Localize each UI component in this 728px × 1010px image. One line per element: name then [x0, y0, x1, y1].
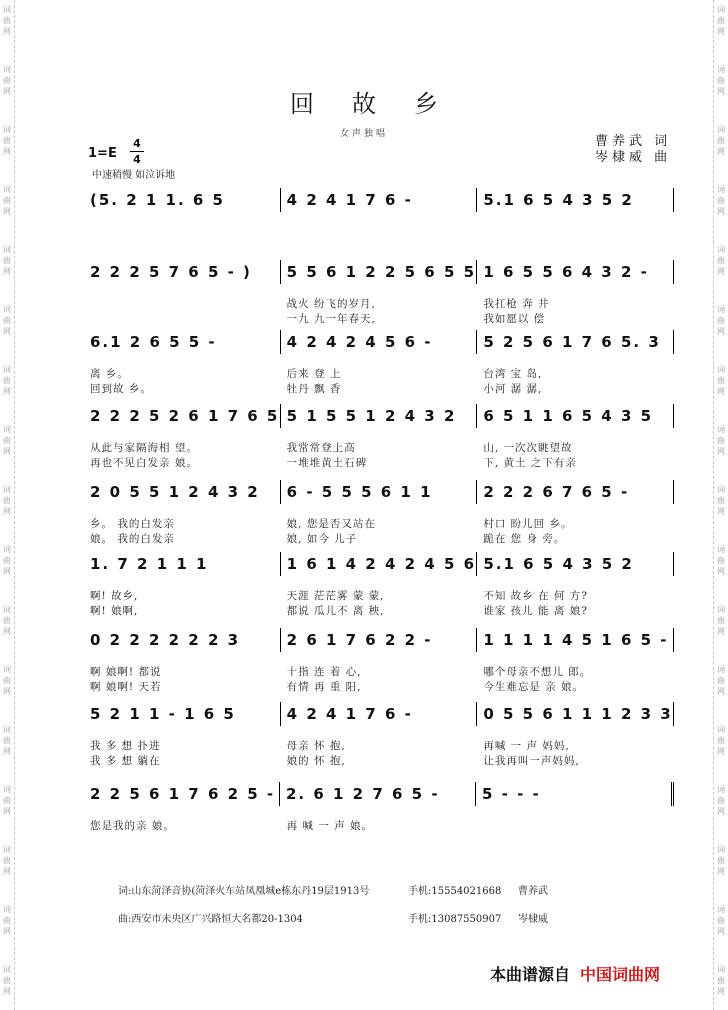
lyric-segment: 再 喊 一 声 娘。: [286, 820, 374, 832]
lyric-segment: 后来 登 上: [286, 368, 342, 380]
watermark-text: 词 曲 网: [3, 485, 11, 516]
measure: (5. 2 1 1. 6 5: [84, 188, 281, 212]
lyric-segment: 让我再叫一声妈妈,: [483, 755, 580, 767]
lyric-segment: 跪在 您 身 旁。: [483, 533, 566, 545]
song-title: 回故乡: [290, 90, 476, 118]
lyric-segment: 村口 盼儿回 乡。: [483, 518, 573, 530]
watermark-text: 词 曲 网: [717, 965, 725, 996]
lyric-segment: 天涯 茫茫雾 蒙 蒙,: [286, 590, 385, 602]
watermark-text: 词 曲 网: [3, 425, 11, 456]
watermark-text: 词 曲 网: [717, 485, 725, 516]
contact-credits: [118, 878, 678, 934]
measure: 6 - 5 5 5 6 1 1: [281, 480, 478, 504]
lyric-segment: 啊 娘啊! 都说: [90, 666, 162, 678]
source-label: 本曲谱源自: [490, 965, 571, 984]
measure: 5 2 1 1 - 1 6 5: [84, 702, 281, 726]
measure: 1 6 5 5 6 4 3 2 -: [477, 260, 674, 284]
lyric-segment: 牡丹 飘 香: [286, 383, 342, 395]
key-signature: 1=E: [88, 146, 117, 161]
lyric-segment: 从此与家隔海相 望。: [90, 442, 198, 454]
lyric-line: [84, 603, 674, 618]
lyric-line: [84, 738, 674, 753]
lyric-segment: 一堆堆黄土石碑: [286, 457, 368, 469]
watermark-text: 词 曲 网: [717, 5, 725, 36]
watermark-text: 词 曲 网: [717, 845, 725, 876]
watermark-text: 词 曲 网: [3, 725, 11, 756]
measure: 1 1 1 1 4 5 1 6 5 -: [477, 628, 674, 652]
source-footer: [490, 962, 660, 985]
lyric-line: [84, 679, 674, 694]
measure: 2 6 1 7 6 2 2 -: [281, 628, 478, 652]
measure: 2 2 5 6 1 7 6 2 5 -: [84, 782, 280, 806]
lyric-line: [84, 381, 674, 396]
lyric-segment: 不知 故乡 在 何 方?: [483, 590, 588, 602]
measure: 6 5 1 1 6 5 4 3 5: [477, 404, 674, 428]
composer-phone: 手机:13087550907: [408, 914, 502, 925]
watermark-text: 词 曲 网: [717, 125, 725, 156]
lyricist: 曹养武 词: [595, 134, 672, 149]
measure: 5 - - -: [476, 782, 674, 806]
watermark-text: 词 曲 网: [3, 605, 11, 636]
measure: 1. 7 2 1 1 1: [84, 552, 281, 576]
watermark-text: 词 曲 网: [717, 245, 725, 276]
measure: 2 2 2 5 7 6 5 - ): [84, 260, 281, 284]
watermark-text: 词 曲 网: [717, 305, 725, 336]
measure: 5.1 6 5 4 3 5 2: [477, 552, 674, 576]
watermark-text: 词 曲 网: [717, 665, 725, 696]
lyric-segment: 离 乡。: [90, 368, 129, 380]
lyric-segment: 下, 黄土 之下有亲: [483, 457, 577, 469]
lyric-segment: 谁家 孩儿 能 离 娘?: [483, 605, 588, 617]
lyric-segment: [84, 296, 281, 311]
lyric-line: [84, 311, 674, 326]
lyric-line: [84, 440, 674, 455]
watermark-text: 词 曲 网: [717, 425, 725, 456]
lyric-segment: 山, 一次次眺望故: [483, 442, 573, 454]
composer: 岑棣威 曲: [595, 150, 672, 165]
lyric-segment: 我 多 想 扑进: [90, 740, 161, 752]
watermark-text: 词 曲 网: [3, 185, 11, 216]
lyric-segment: 哪个母亲不想儿 郎。: [483, 666, 592, 678]
watermark-text: 词 曲 网: [717, 605, 725, 636]
measure: 4 2 4 1 7 6 -: [281, 702, 478, 726]
lyric-line: [84, 664, 674, 679]
lyric-segment: 一九 九一年春天,: [286, 313, 376, 325]
lyric-line: [84, 753, 674, 768]
watermark-text: 词 曲 网: [3, 365, 11, 396]
lyric-segment: 娘, 如今 儿子: [286, 533, 358, 545]
lyric-segment: 啊! 故乡,: [90, 590, 139, 602]
lyric-segment: 我如愿以 偿: [483, 313, 546, 325]
lyric-line: [84, 516, 674, 531]
lyric-segment: 小河 潺 潺,: [483, 383, 543, 395]
lyric-segment: 我 多 想 躺在: [90, 755, 161, 767]
watermark-text: 词 曲 网: [3, 65, 11, 96]
lyric-line: [84, 366, 674, 381]
measure: 4 2 4 1 7 6 -: [281, 188, 478, 212]
measure: 5 1 5 5 1 2 4 3 2: [281, 404, 478, 428]
measure: 5.1 6 5 4 3 5 2: [477, 188, 674, 212]
lyric-segment: 娘, 您是否又站在: [286, 518, 376, 530]
lyric-line: [84, 588, 674, 603]
watermark-text: 词 曲 网: [3, 785, 11, 816]
watermark-text: 词 曲 网: [3, 245, 11, 276]
watermark-text: 词 曲 网: [3, 545, 11, 576]
composer-name: 岑棣威: [518, 914, 548, 925]
lyric-line: [84, 455, 674, 470]
measure: 2 2 2 6 7 6 5 -: [477, 480, 674, 504]
lyric-segment: 我常常登上高: [286, 442, 356, 454]
watermark-text: 词 曲 网: [3, 965, 11, 996]
lyric-segment: [477, 818, 674, 833]
author-credits: [595, 134, 671, 166]
measure: 0 2 2 2 2 2 2 3: [84, 628, 281, 652]
lyric-segment: 再喊 一 声 妈妈,: [483, 740, 570, 752]
measure: 1 6 1 4 2 4 2 4 5 6: [281, 552, 478, 576]
watermark-text: 词 曲 网: [717, 545, 725, 576]
watermark-text: 词 曲 网: [3, 845, 11, 876]
lyric-segment: 十指 连 着 心,: [286, 666, 362, 678]
measure: 5 2 5 6 1 7 6 5. 3: [477, 330, 674, 354]
lyric-segment: 再也不见白发亲 娘。: [90, 457, 198, 469]
time-signature: [130, 137, 144, 166]
watermark-text: 词 曲 网: [3, 125, 11, 156]
measure: 2 0 5 5 1 2 4 3 2: [84, 480, 281, 504]
lyric-segment: 啊! 娘啊,: [90, 605, 139, 617]
lyric-segment: [84, 311, 281, 326]
lyric-line: [84, 818, 674, 833]
time-signature-top: 4: [133, 137, 141, 150]
watermark-text: 词 曲 网: [717, 365, 725, 396]
lyricist-contact: [118, 878, 678, 906]
watermark-text: 词 曲 网: [3, 905, 11, 936]
watermark-text: 词 曲 网: [717, 185, 725, 216]
tempo-marking: 中速稍慢 如泣诉地: [92, 170, 176, 181]
lyric-segment: 都说 瓜儿不 离 秧,: [286, 605, 385, 617]
lyricist-address: 词:山东菏泽音协(菏泽火车站凤凰城e栋东丹19层1913号: [118, 886, 370, 897]
watermark-text: 词 曲 网: [3, 305, 11, 336]
lyric-segment: 母亲 怀 抱,: [286, 740, 346, 752]
time-signature-bottom: 4: [133, 153, 141, 166]
measure: 6.1 2 6 5 5 -: [84, 330, 281, 354]
watermark-text: 词 曲 网: [717, 905, 725, 936]
lyric-segment: 娘的 怀 抱,: [286, 755, 346, 767]
measure: 5 5 6 1 2 2 5 6 5 5: [281, 260, 478, 284]
song-subtitle: 女声独唱: [339, 129, 388, 139]
lyric-segment: 台湾 宝 岛,: [483, 368, 543, 380]
composer-contact: [118, 906, 678, 934]
watermark-text: 词 曲 网: [3, 665, 11, 696]
lyric-segment: 我扛枪 奔 井: [483, 298, 550, 310]
lyric-segment: 您是我的亲 娘。: [90, 820, 175, 832]
lyric-segment: 战火 纷飞的岁月,: [286, 298, 376, 310]
lyric-line: [84, 296, 674, 311]
watermark-text: 词 曲 网: [717, 65, 725, 96]
measure: 4 2 4 2 4 5 6 -: [281, 330, 478, 354]
measure: 2. 6 1 2 7 6 5 -: [280, 782, 476, 806]
source-site[interactable]: 中国词曲网: [580, 965, 661, 984]
lyric-line: [84, 531, 674, 546]
lyric-segment: 今生难忘是 亲 娘。: [483, 681, 585, 693]
composer-address: 曲:西安市未央区广兴路恒大名都20-1304: [118, 914, 303, 925]
measure: 0 5 5 6 1 1 1 2 3 3: [477, 702, 674, 726]
watermark-text: 词 曲 网: [3, 5, 11, 36]
lyric-segment: 回到故 乡。: [90, 383, 152, 395]
lyricist-name: 曹养武: [518, 886, 548, 897]
lyricist-phone: 手机:15554021668: [408, 886, 502, 897]
lyric-segment: 啊 娘啊! 天若: [90, 681, 162, 693]
lyric-segment: 乡。 我的白发亲: [90, 518, 175, 530]
watermark-text: 词 曲 网: [717, 785, 725, 816]
watermark-text: 词 曲 网: [717, 725, 725, 756]
lyric-segment: 娘。 我的白发亲: [90, 533, 175, 545]
lyric-segment: 有情 再 重 阳,: [286, 681, 362, 693]
measure: 2 2 2 5 2 6 1 7 6 5: [84, 404, 281, 428]
